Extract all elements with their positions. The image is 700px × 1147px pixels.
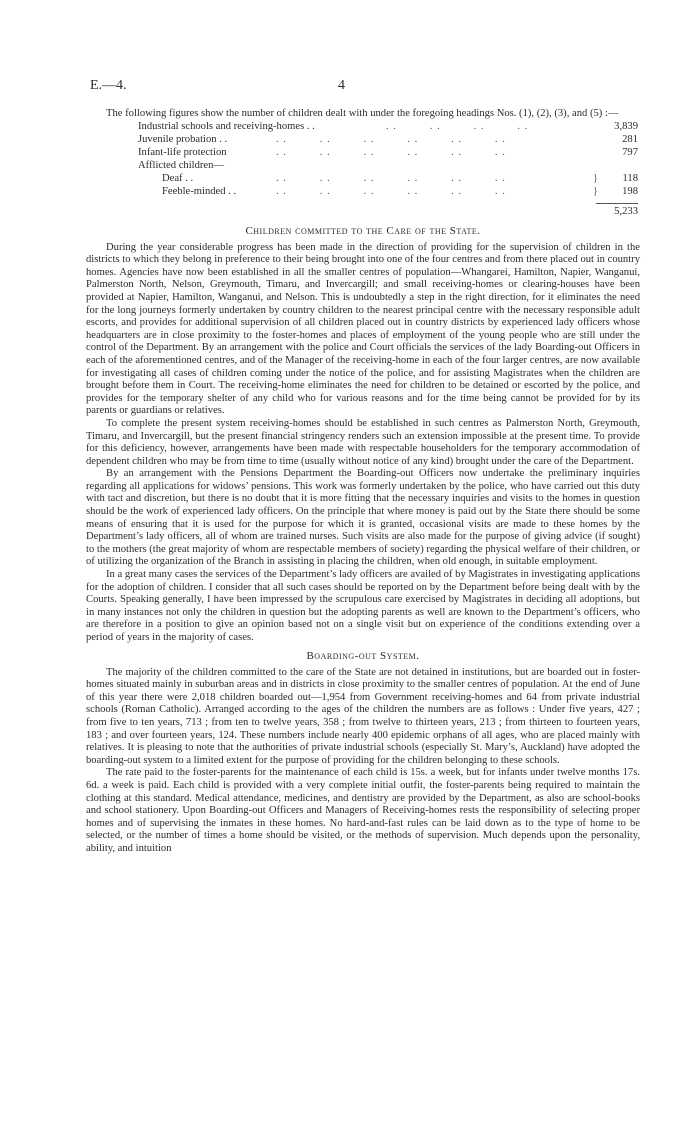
figures-row-label: Infant-life protection bbox=[138, 146, 227, 158]
paragraph: To complete the present system receiving-homes should be established in such centres as Palmerston North, Greymouth, Timaru, and Invercargill, but the present financial stringency renders such an extension impossible at the present time. To provide for this deficiency, however, arrangements have been made with respectable householders for the temporary accommodation of dependent children who may be from time to time (usually without notice of any kind) brought under the care of the Department. bbox=[86, 417, 640, 467]
figures-row-label: Juvenile probation . . bbox=[138, 133, 228, 145]
figures-row-value: 797 bbox=[622, 146, 638, 158]
figures-row bbox=[86, 134, 640, 147]
figures-row-label: Feeble-minded . . bbox=[162, 185, 237, 197]
figures-row bbox=[86, 147, 640, 160]
leader-dots: . . . . . . . . . . . . bbox=[276, 172, 506, 184]
section-heading-boarding-out: Boarding-out System. bbox=[306, 649, 420, 662]
figures-intro: The following figures show the number of children dealt with under the foregoing headings Nos. (1), (2), (3), and (5) :— bbox=[106, 108, 619, 119]
paragraph: The rate paid to the foster-parents for the maintenance of each child is 15s. a week, but for infants under twelve months 17s. 6d. a week is paid. Each child is provided with a very complete initial outfit, the foster-parents being required to maintain the clothing at this standard. Medical attendance, medicines, and dentistry are provided by the Department, as also are school-books and school stationery. Upon Boarding-out Officers and Managers of Receiving-homes rests the responsibility of selecting proper homes and of supervising the inmates in these homes. No hard-and-fast rules can be laid down as to the type of home to be selected, or the number of times a home should be visited, or the methods of supervision. Much depends upon the personality, ability, and intuition bbox=[86, 767, 640, 854]
paragraph: The majority of the children committed to the care of the State are not detained in institutions, but are boarded out in foster-homes situated mainly in suburban areas and in districts in close proximity to the smaller centres of population. At the end of June of this year there were 2,018 children boarded out—1,954 from Government receiving-homes and 64 from private industrial schools (Roman Catholic). Arranged according to the ages of the children the numbers are as follows : Under five years, 427 ; from five to ten years, 713 ; from ten to twelve years, 358 ; from twelve to thirteen years, 213 ; from thirteen to fourteen years, 183 ; and over fourteen years, 124. These numbers include nearly 400 epidemic orphans of all ages, who are placed mainly with relatives. It is pleasing to note that the authorities of private industrial schools (especially St. Mary’s, Auckland) have adopted the boarding-out system to a limited extent for the purpose of providing for the children belonging to these schools. bbox=[86, 666, 640, 766]
figures-row bbox=[86, 186, 640, 199]
leader-dots: . . . . . . . . . . . . bbox=[276, 133, 506, 145]
leader-dots: . . . . . . . . . . . . bbox=[276, 146, 506, 158]
paragraph: By an arrangement with the Pensions Department the Boarding-out Officers now undertake the preliminary inquiries regarding all applications for widows’ pensions. This work was formerly undertaken by the police, who have carried out this duty with tact and discretion, but there is no doubt that it is more fitting that the necessary inquiries and visits to the homes in question should be the work of experienced lady officers. On the principle that where money is paid out by the State there should be some means of ensuring that it is used for the purpose for which it is granted, occasional visits are made to these homes by the Department’s lady officers, all of whom are trained nurses. Such visits are also made for the purpose of giving advice (if sought) to the mothers (the great majority of whom are respectable members of society) regarding the physical welfare of their children, or of utilizing the organization of the Branch in assisting in placing the children, when old enough, in suitable employment. bbox=[86, 468, 640, 568]
figures-row bbox=[86, 173, 640, 186]
figures-row bbox=[86, 160, 640, 173]
figures-row bbox=[86, 121, 640, 134]
leader-dots: . . . . . . . . bbox=[386, 120, 529, 132]
figures-row-label: Deaf . . bbox=[162, 172, 194, 184]
figures-row-value: 118 bbox=[622, 172, 638, 184]
total-rule bbox=[596, 203, 638, 204]
figures-row-label: Industrial schools and receiving-homes . . bbox=[138, 120, 315, 132]
document-reference: E.—4. bbox=[90, 78, 127, 93]
brace-mark: } bbox=[592, 172, 598, 184]
figures-row-value: 3,839 bbox=[614, 120, 638, 132]
page-header bbox=[90, 80, 645, 96]
figures-row-label: Afflicted children— bbox=[138, 159, 224, 171]
paragraph: In a great many cases the services of the Department’s lady officers are availed of by Magistrates in investigating applications for the adoption of children. I consider that all such cases should be reported on by the Department before being dealt with by the Courts. Speaking generally, I have been impressed by the scrupulous care exercised by Magistrates in deciding all adoptions, but in many instances not only the children in question but the adopting parents as well are known to the Department’s officers, who are therefore in a position to give an opinion based not on a single visit but on experience of the conditions extending over a period of years in the majority of cases. bbox=[86, 569, 640, 643]
page-number: 4 bbox=[338, 78, 345, 93]
paragraph: During the year considerable progress has been made in the direction of providing for the supervision of children in the districts to which they belong in preference to their being brought into one of the four centres and from there placed out in country homes. Agencies have now been established in all the smaller centres of population—Whangarei, Hamilton, Napier, Wanganui, Palmerston North, Nelson, Greymouth, Timaru, and Invercargill; and small receiving-homes or clearing-houses have been provided at Napier, Hamilton, Wanganui, and Nelson. This is undoubtedly a step in the right direction, for it eliminates the need for the long journeys formerly undertaken by country children to the nearest principal centre with the necessary responsible adult escorts, and provides for additional supervision of all children placed out in country districts by experienced lady officers whose headquarters are in close proximity to the foster-homes and places of employment of the young people who are still under the control of the Department. By an arrangement with the police and Court officials the services of the lady Boarding-out Officers in each of the aforementioned centres, and of the Manager of the receiving-home in each of the four larger centres, are now available for investigating all cases of children coming under the notice of the police, and for assisting Magistrates when the children are brought before them in Court. The receiving-home eliminates the need for children to be detained or escorted by the police, and provides for the temporary shelter of any child who for various reasons and for the time being cannot be provided for by its parents or guardians or relatives. bbox=[86, 241, 640, 417]
figures-total: 5,233 bbox=[614, 205, 638, 217]
brace-mark: } bbox=[592, 185, 598, 197]
figures-row-value: 198 bbox=[622, 185, 638, 197]
page-body bbox=[86, 108, 640, 856]
section-heading-care-of-state: Children committed to the Care of the State. bbox=[245, 224, 481, 237]
leader-dots: . . . . . . . . . . . . bbox=[276, 185, 506, 197]
figures-table bbox=[86, 121, 640, 220]
figures-row-value: 281 bbox=[622, 133, 638, 145]
